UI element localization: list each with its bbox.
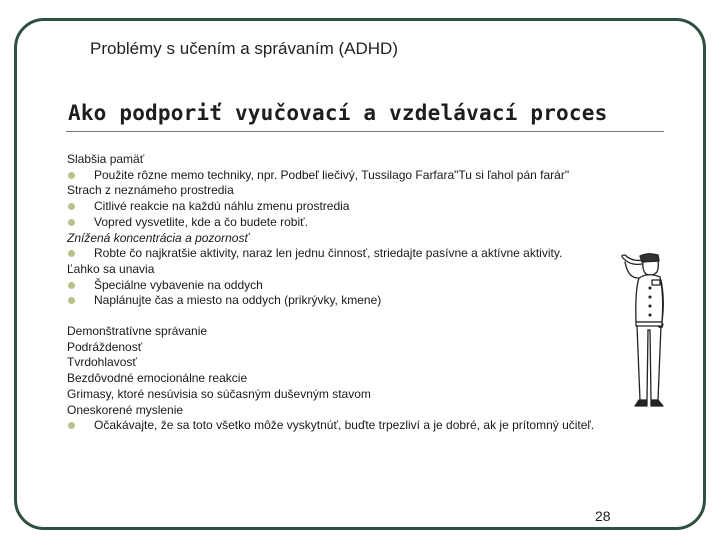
bullet-icon xyxy=(68,250,75,257)
slide-title: Ako podporiť vyučovací a vzdelávací proces xyxy=(68,101,608,125)
bullet-item xyxy=(67,215,657,231)
behavior-item: Bezdôvodné emocionálne reakcie xyxy=(67,371,248,386)
bullet-text: Citlivé reakcie na každú náhlu zmenu prostredia xyxy=(94,199,350,214)
bullet-item xyxy=(67,199,657,215)
bullet-icon xyxy=(68,297,75,304)
bullet-item xyxy=(67,418,657,434)
section-heading-fatigue: Ľahko sa unavia xyxy=(67,261,155,276)
bullet-icon xyxy=(68,172,75,179)
bullet-item xyxy=(67,168,657,184)
page-number: 28 xyxy=(595,508,611,524)
bullet-text: Použite rôzne memo techniky, npr. Podbeľ liečivý, Tussilago Farfara"Tu si ľahol pán farár" xyxy=(94,167,570,182)
bullet-icon xyxy=(68,422,75,429)
bullet-item xyxy=(67,293,657,309)
bullet-text: Naplánujte čas a miesto na oddych (prikrývky, kmene) xyxy=(94,293,382,308)
behavior-item: Podráždenosť xyxy=(67,339,143,354)
behavior-item: Oneskorené myslenie xyxy=(67,402,184,417)
title-divider xyxy=(66,131,664,132)
bullet-item xyxy=(67,278,657,294)
bullet-text: Robte čo najkratšie aktivity, naraz len jednu činnosť, striedajte pasívne a aktívne aktivity. xyxy=(94,246,563,261)
section-heading-fear: Strach z neznámeho prostredia xyxy=(67,183,234,198)
slide-supertitle: Problémy s učením a správaním (ADHD) xyxy=(90,39,398,58)
section-heading-memory: Slabšia pamäť xyxy=(67,152,145,166)
bullet-item xyxy=(67,246,657,262)
behavior-item: Tvrdohlavosť xyxy=(67,355,137,370)
bullet-text: Vopred vysvetlite, kde a čo budete robiť. xyxy=(94,214,308,229)
bullet-text: Špeciálne vybavenie na oddych xyxy=(94,277,263,292)
saluting-soldier-icon xyxy=(606,250,676,420)
bullet-text: Očakávajte, že sa toto všetko môže vyskytnúť, buďte trpezliví a je dobré, ak je prítomný učiteľ. xyxy=(94,418,595,433)
bullet-icon xyxy=(68,219,75,226)
behavior-item: Grimasy, ktoré nesúvisia so súčasným duševným stavom xyxy=(67,386,371,401)
bullet-icon xyxy=(68,203,75,210)
bullet-icon xyxy=(68,282,75,289)
spacer xyxy=(67,309,657,324)
slide-content xyxy=(67,152,657,434)
behavior-item: Demonštratívne správanie xyxy=(67,324,208,339)
section-heading-concentration: Znížená koncentrácia a pozornosť xyxy=(67,230,249,245)
